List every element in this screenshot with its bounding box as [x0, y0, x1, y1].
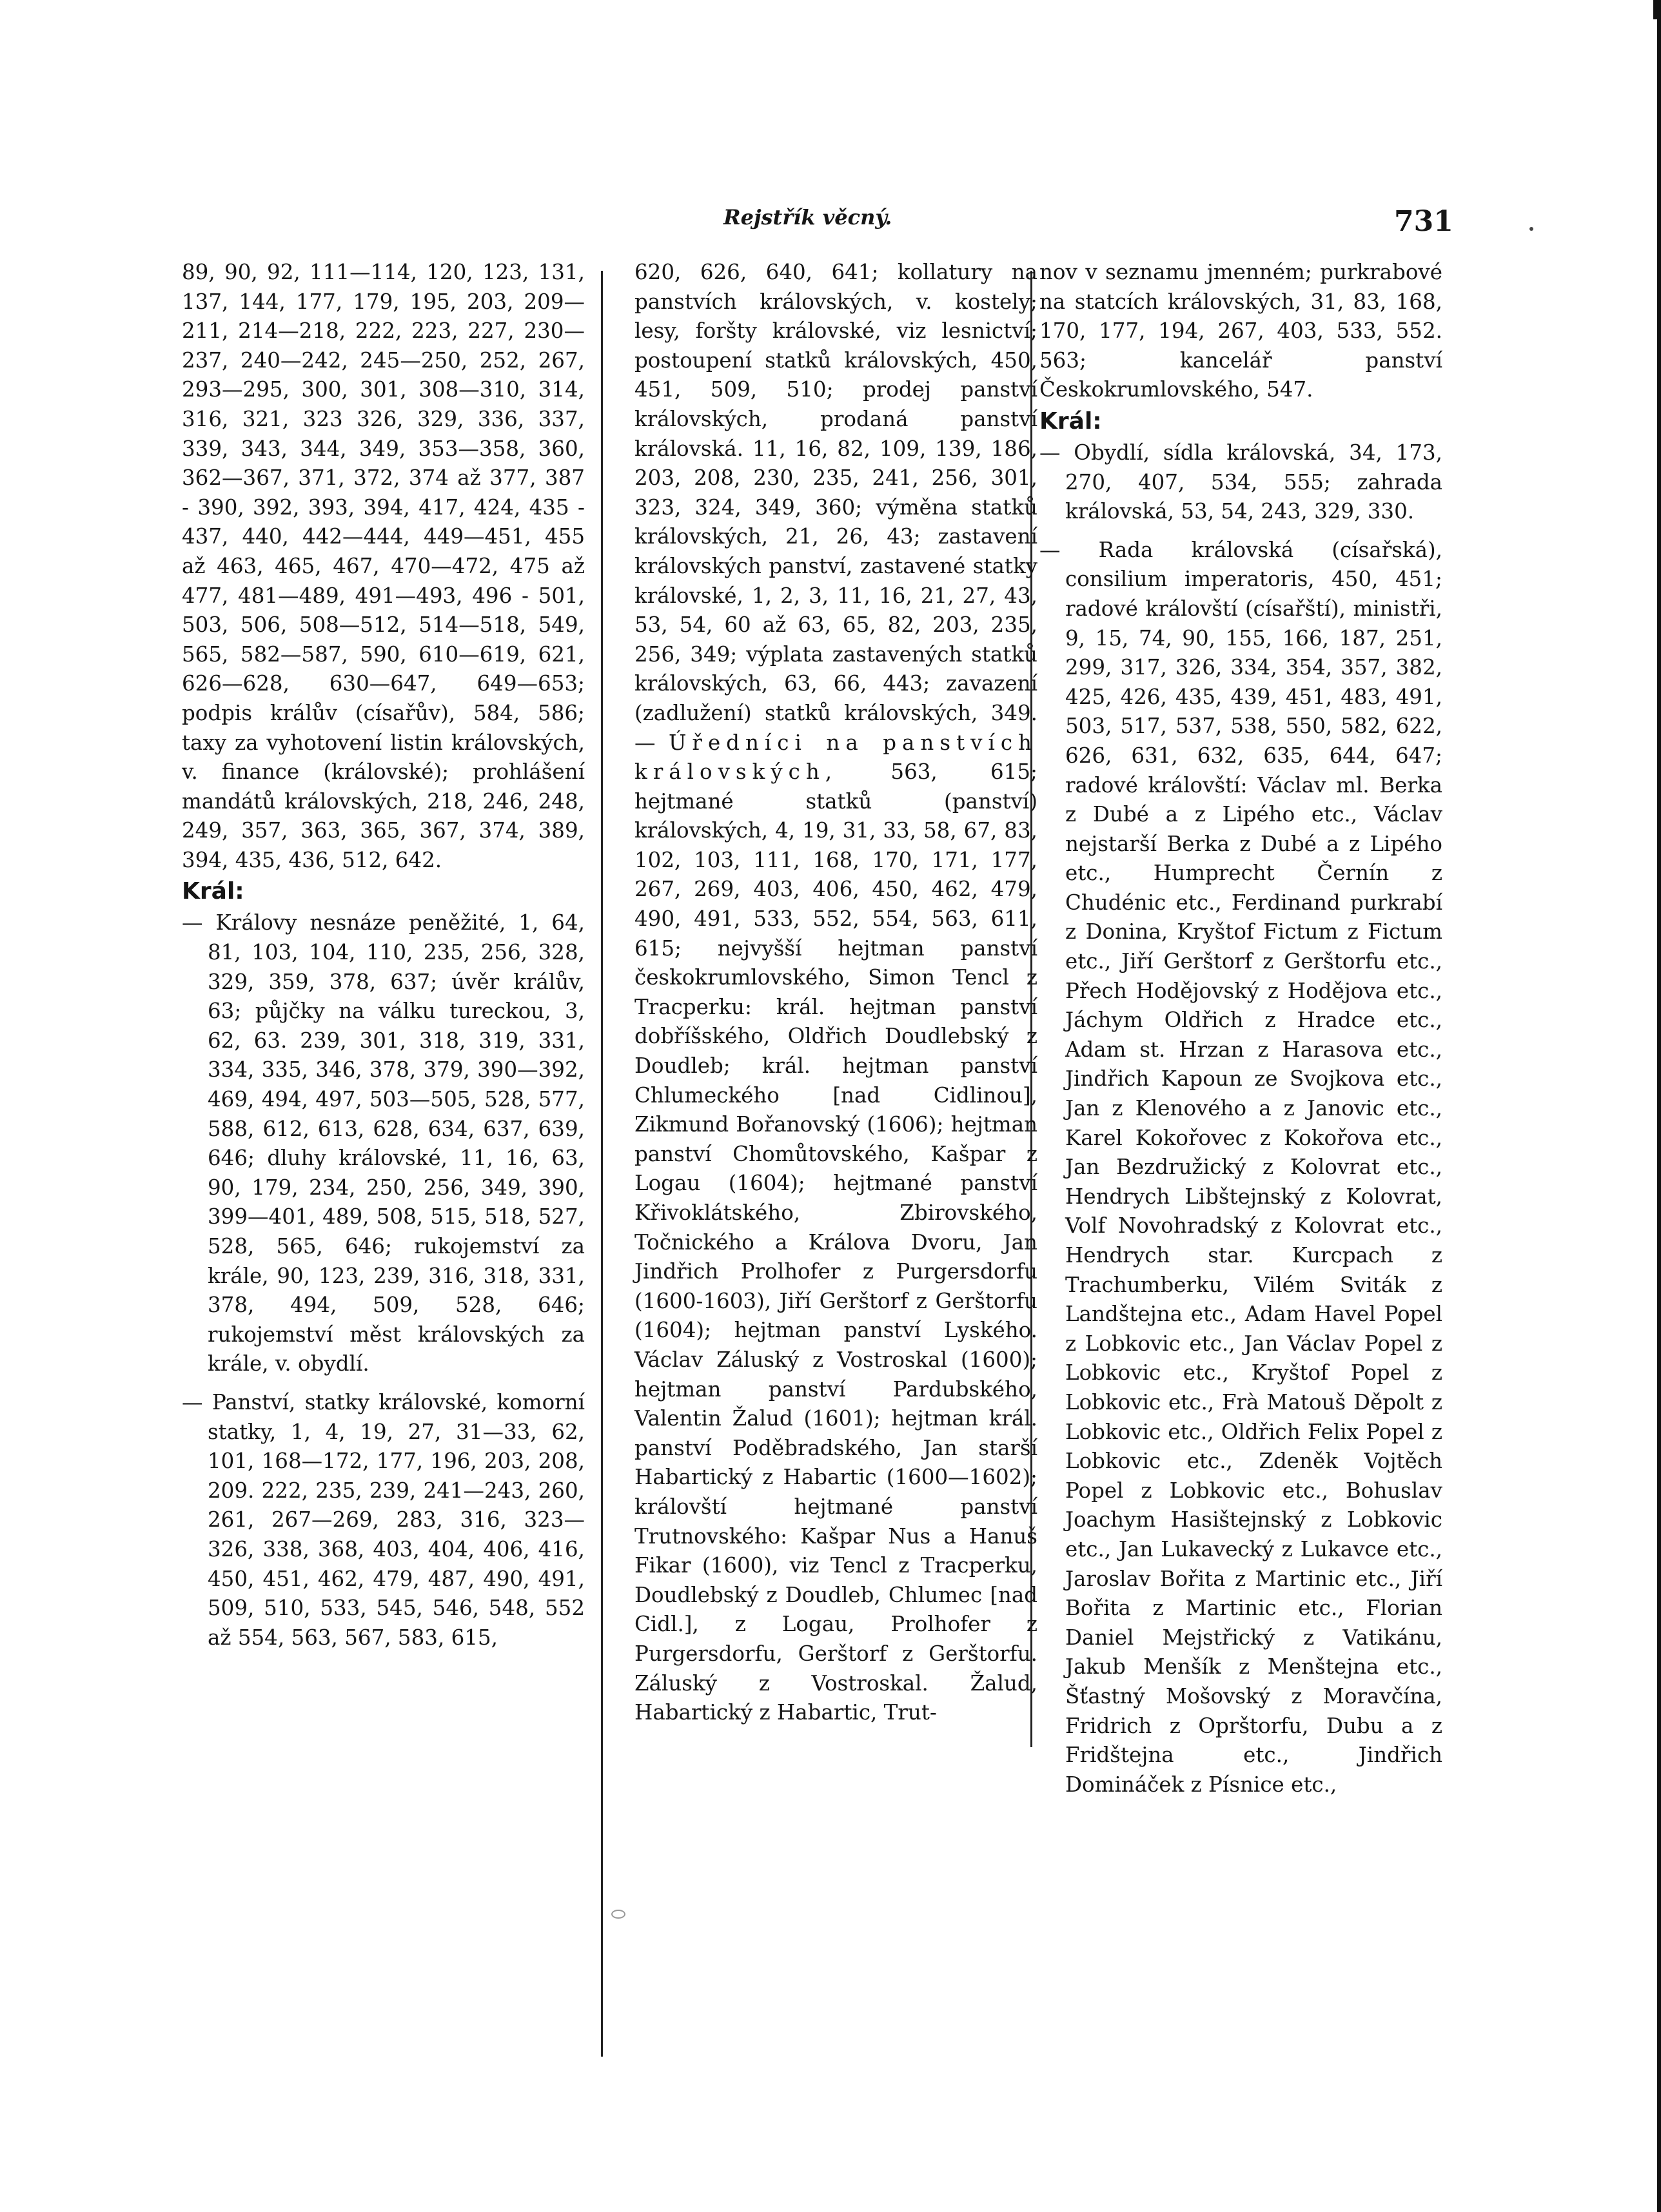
running-head: Rejstřík věcný. [723, 205, 892, 230]
index-entry: — Královy nesnáze peněžité, 1, 64, 81, 103, 104, 110, 235, 256, 328, 329, 359, 378, 637; úvěr králův, 63; půjčky na válku tureckou, 3, 62, 63. 239, 301, 318, 319, 331, 334, 335, 346, 378, 379, 390—392, 469, 494, 497, 503—505, 528, 577, 588, 612, 613, 628, 634, 637, 639, 646; dluhy královské, 11, 16, 63, 90, 179, 234, 250, 256, 349, 390, 399—401, 489, 508, 515, 518, 527, 528, 565, 646; rukojemství za krále, 90, 123, 239, 316, 318, 331, 378, 494, 509, 528, 646; rukojemství měst královských za krále, v. obydlí. [182, 910, 585, 1376]
print-speck [1529, 227, 1533, 231]
index-entry-continuation: nov v seznamu jmenném; purkrabové na statcích královských, 31, 83, 168, 170, 177, 194, 267, 403, 533, 552. 563; kancelář panství Českokrumlovského, 547. [1039, 260, 1442, 402]
index-entry: — Obydlí, sídla královská, 34, 173, 270, 407, 534, 555; zahrada královská, 53, 54, 243, 329, 330. [1039, 440, 1442, 524]
index-text: 563, 615; hejtmané statků (panství) královských, 4, 19, 31, 33, 58, 67, 83, 102, 103, 111, 168, 170, 171, 177, 267, 269, 403, 406, 450, 462, 479, 490, 491, 533, 552, 554, 563, 611, 615; nejvyšší hejtman panství českokrumlovského, Simon Tencl z Tracperku: král. hejtman panství dobříšského, Oldřich Doudlebský z Doudleb; král. hejtman panství Chlumeckého [nad Cidlinou], Zikmund Bořanovský (1606); hejtman panství Chomůtovského, Kašpar z Logau (1604); hejtmané panství Křivoklátského, Zbirovského, Točnického a Králova Dvoru, Jan Jindřich Prolhofer z Purgersdorfu (1600-1603), Jiří Gerštorf z Gerštorfu (1604); hejtman panství Lyského. Václav Záluský z Vostroskal (1600); hejtman panství Pardubského, Valentin Žalud (1601); hejtman král. panství Poděbradského, Jan starší Habartický z Habartic (1600—1602); královští hejtmané panství Trutnovského: Kašpar Nus a Hanuš Fikar (1600), viz Tencl z Tracperku, Doudlebský z Doudleb, Chlumec [nad Cidl.], z Logau, Prolhofer z Purgersdorfu, Gerštorf z Gerštorfu. Záluský z Vostroskal. Žalud, Habartický z Habartic, Trut- [634, 759, 1037, 1725]
print-speck [611, 1910, 625, 1919]
index-column-2 [634, 258, 1037, 1728]
column-rule [601, 271, 603, 2057]
index-column-1 [182, 258, 585, 1652]
index-entry-continuation [634, 258, 1037, 1728]
index-heading: Král: [182, 878, 244, 905]
scan-edge [1657, 0, 1661, 2212]
page-number: 731 [1394, 205, 1453, 238]
index-text: 620, 626, 640, 641; kollatury na panstvích královských, v. kostely; lesy, foršty královské, viz lesnictví; postoupení statků královských, 450, 451, 509, 510; prodej panství královských, prodaná panství královská. 11, 16, 82, 109, 139, 186, 203, 208, 230, 235, 241, 256, 301, 323, 324, 349, 360; výměna statků královských, 21, 26, 43; zastavení královských panství, zastavené statky královské, 1, 2, 3, 11, 16, 21, 27, 43, 53, 54, 60 až 63, 65, 82, 203, 235, 256, 349; výplata zastavených statků královských, 63, 66, 443; zavazení (zadlužení) statků královských, 349. — [634, 260, 1037, 755]
index-entry-continuation: 89, 90, 92, 111—114, 120, 123, 131, 137, 144, 177, 179, 195, 203, 209—211, 214—218, 222, 223, 227, 230—237, 240—242, 245—250, 252, 267, 293—295, 300, 301, 308—310, 314, 316, 321, 323 326, 329, 336, 337, 339, 343, 344, 349, 353—358, 360, 362—367, 371, 372, 374 až 377, 387 - 390, 392, 393, 394, 417, 424, 435 - 437, 440, 442—444, 449—451, 455 až 463, 465, 467, 470—472, 475 až 477, 481—489, 491—493, 496 - 501, 503, 506, 508—512, 514—518, 549, 565, 582—587, 590, 610—619, 621, 626—628, 630—647, 649—653; podpis králův (císařův), 584, 586; taxy za vyhotovení listin královských, v. finance (královské); prohlášení mandátů královských, 218, 246, 248, 249, 357, 363, 365, 367, 374, 389, 394, 435, 436, 512, 642. [182, 260, 585, 872]
index-heading: Král: [1039, 407, 1102, 435]
index-entry: — Panství, statky královské, komorní statky, 1, 4, 19, 27, 31—33, 62, 101, 168—172, 177, 196, 203, 208, 209. 222, 235, 239, 241—243, 260, 261, 267—269, 283, 316, 323—326, 338, 368, 403, 404, 406, 416, 450, 451, 462, 479, 487, 490, 491, 509, 510, 533, 545, 546, 548, 552 až 554, 563, 567, 583, 615, [182, 1389, 585, 1650]
index-subheading: Úředníci na panstvích královských, [634, 730, 1037, 785]
index-entry: — Rada královská (císařská), consilium imperatoris, 450, 451; radové královští (císařští), ministři, 9, 15, 74, 90, 155, 166, 187, 251, 299, 317, 326, 334, 354, 357, 382, 425, 426, 435, 439, 451, 483, 491, 503, 517, 537, 538, 550, 582, 622, 626, 631, 632, 635, 644, 647; radové královští: Václav ml. Berka z Dubé a z Lipého etc., Václav nejstarší Berka z Dubé a z Lipého etc., Humprecht Černín z Chudénic etc., Ferdinand purkrabí z Donina, Kryštof Fictum z Fictum etc., Jiří Gerštorf z Gerštorfu etc., Přech Hodějovský z Hodějova etc., Jáchym Oldřich z Hradce etc., Adam st. Hrzan z Harasova etc., Jindřich Kapoun ze Svojkova etc., Jan z Klenového a z Janovic etc., Karel Kokořovec z Kokořova etc., Jan Bezdružický z Kolovrat etc., Hendrych Libštejnský z Kolovrat, Volf Novohradský z Kolovrat etc., Hendrych star. Kurcpach z Trachumberku, Vilém Sviták z Landštejna etc., Adam Havel Popel z Lobkovic etc., Jan Václav Popel z Lobkovic etc., Kryštof Popel z Lobkovic etc., Frà Matouš Děpolt z Lobkovic etc., Oldřich Felix Popel z Lobkovic etc., Zdeněk Vojtěch Popel z Lobkovic etc., Bohuslav Joachym Hasištejnský z Lobkovic etc., Jan Lukavecký z Lukavce etc., Jaroslav Bořita z Martinic etc., Jiří Bořita z Martinic etc., Florian Daniel Mejstřický z Vatikánu, Jakub Menšík z Menštejna etc., Šťastný Mošovský z Moravčína, Fridrich z Oprštorfu, Dubu a z Fridštejna etc., Jindřich Domináček z Písnice etc., [1039, 537, 1442, 1797]
index-column-3 [1039, 258, 1442, 1799]
